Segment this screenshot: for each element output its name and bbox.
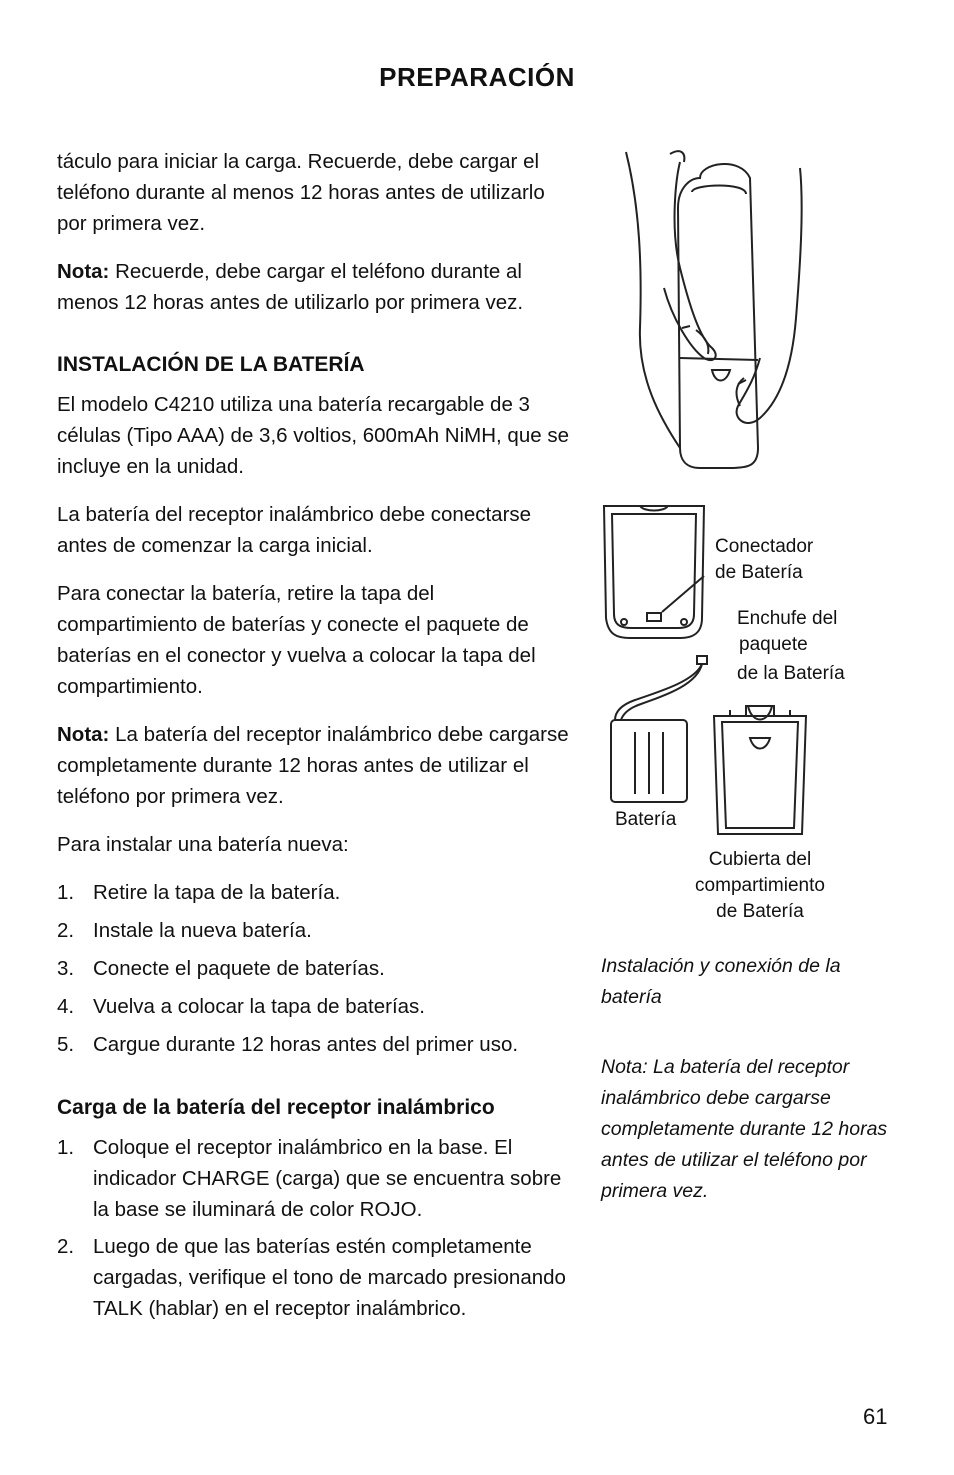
step-number: 5. bbox=[57, 1033, 75, 1056]
list-item bbox=[57, 1132, 572, 1225]
page-title: PREPARACIÓN bbox=[379, 62, 575, 92]
page-number: 61 bbox=[863, 1404, 888, 1429]
list-item bbox=[57, 1231, 572, 1324]
label-line: compartimiento bbox=[695, 875, 825, 896]
figure-note: Nota: La batería del receptor inalámbrico debe cargarse completamente durante 12 horas antes de utilizar el teléfono por primera vez. bbox=[601, 1056, 888, 1202]
battery-install-heading: INSTALACIÓN DE LA BATERÍA bbox=[57, 353, 365, 376]
battery-cover-illustration bbox=[710, 700, 810, 840]
handset-back-illustration bbox=[600, 500, 710, 640]
label-line: de Batería bbox=[715, 562, 803, 583]
note-text: La batería del receptor inalámbrico debe cargarse completamente durante 12 horas antes de utilizar el teléfono por primera vez. bbox=[57, 723, 569, 808]
step-text: Coloque el receptor inalámbrico en la base. El indicador CHARGE (carga) que se encuentra sobre la base se iluminará de color ROJO. bbox=[93, 1136, 562, 1221]
step-text: Luego de que las baterías estén completamente cargadas, verifique el tono de marcado presionando TALK (hablar) en el receptor inalámbrico. bbox=[93, 1235, 566, 1320]
step-number: 2. bbox=[57, 919, 75, 942]
step-number: 3. bbox=[57, 957, 75, 980]
step-number: 4. bbox=[57, 995, 75, 1018]
label-line: de Batería bbox=[716, 901, 804, 922]
figure-caption: Instalación y conexión de la batería bbox=[601, 955, 841, 1008]
connector-label bbox=[715, 534, 813, 586]
main-text-column bbox=[57, 146, 572, 1330]
battery-note bbox=[57, 719, 572, 812]
label-line: de la Batería bbox=[737, 663, 845, 684]
note-label: Nota: bbox=[57, 260, 110, 283]
step-text: Conecte el paquete de baterías. bbox=[93, 957, 385, 980]
step-number: 1. bbox=[57, 881, 75, 904]
battery-label: Batería bbox=[615, 809, 677, 830]
label-line: paquete bbox=[739, 634, 808, 655]
battery-pack-illustration bbox=[605, 650, 715, 810]
battery-paragraph-1: El modelo C4210 utiliza una batería recargable de 3 células (Tipo AAA) de 3,6 voltios, 600mAh NiMH, que se incluye en la unidad. bbox=[57, 393, 569, 478]
step-text: Retire la tapa de la batería. bbox=[93, 881, 341, 904]
list-item bbox=[57, 1029, 572, 1060]
intro-note bbox=[57, 256, 572, 318]
battery-paragraph-3: Para conectar la batería, retire la tapa del compartimiento de baterías y conecte el paquete de baterías en el conector y vuelva a colocar la tapa del compartimiento. bbox=[57, 582, 536, 698]
label-line: Enchufe del bbox=[737, 608, 838, 629]
battery-paragraph-2: La batería del receptor inalámbrico debe conectarse antes de comenzar la carga inicial. bbox=[57, 503, 532, 557]
list-item bbox=[57, 877, 572, 908]
label-line: Cubierta del bbox=[708, 849, 812, 870]
cover-label bbox=[680, 847, 840, 925]
list-item bbox=[57, 953, 572, 984]
label-line: Conectador bbox=[715, 536, 814, 557]
note-text: Recuerde, debe cargar el teléfono durante al menos 12 horas antes de utilizarlo por primera vez. bbox=[57, 260, 524, 314]
plug-label bbox=[737, 606, 845, 687]
step-number: 2. bbox=[57, 1235, 75, 1258]
charge-heading: Carga de la batería del receptor inalámbrico bbox=[57, 1096, 495, 1119]
install-steps-list bbox=[57, 877, 572, 1060]
step-number: 1. bbox=[57, 1136, 75, 1159]
hand-removing-cover-illustration bbox=[620, 148, 820, 478]
step-text: Cargue durante 12 horas antes del primer uso. bbox=[93, 1033, 519, 1056]
charge-steps-list bbox=[57, 1132, 572, 1324]
step-text: Vuelva a colocar la tapa de baterías. bbox=[93, 995, 426, 1018]
intro-paragraph: táculo para iniciar la carga. Recuerde, debe cargar el teléfono durante al menos 12 horas antes de utilizarlo por primera vez. bbox=[57, 150, 545, 235]
steps-intro: Para instalar una batería nueva: bbox=[57, 833, 349, 856]
note-label: Nota: bbox=[57, 723, 110, 746]
step-text: Instale la nueva batería. bbox=[93, 919, 312, 942]
list-item bbox=[57, 915, 572, 946]
list-item bbox=[57, 991, 572, 1022]
